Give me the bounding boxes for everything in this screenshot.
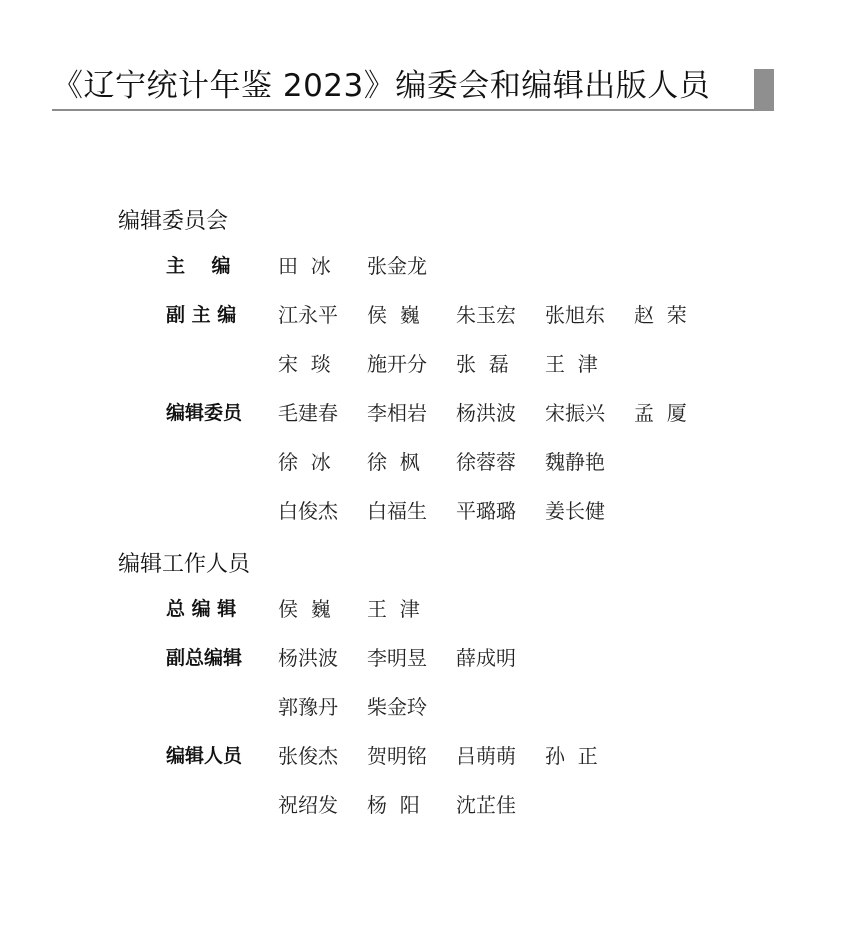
person-name: 薛成明 — [456, 646, 516, 670]
person-name: 贺明铭 — [367, 744, 427, 768]
person-name: 吕萌萌 — [456, 744, 516, 768]
role-row — [118, 338, 758, 387]
role-row — [118, 730, 758, 779]
person-name: 侯 巍 — [367, 303, 420, 327]
person-name: 白福生 — [367, 499, 427, 523]
person-name: 李明昱 — [367, 646, 427, 670]
role-label: 编辑委员 — [166, 402, 243, 424]
name-list — [278, 397, 723, 426]
person-name: 祝绍发 — [278, 793, 338, 817]
person-name: 朱玉宏 — [456, 303, 516, 327]
role-label: 副总编辑 — [166, 647, 243, 669]
role-row — [118, 240, 758, 289]
person-name: 施开分 — [367, 352, 427, 376]
person-name: 柴金玲 — [367, 695, 427, 719]
name-list — [278, 348, 634, 377]
person-name: 王 津 — [545, 352, 598, 376]
person-name: 孙 正 — [545, 744, 598, 768]
person-name: 徐 枫 — [367, 450, 420, 474]
person-name: 姜长健 — [545, 499, 605, 523]
person-name: 郭豫丹 — [278, 695, 338, 719]
person-name: 孟 厦 — [634, 401, 687, 425]
role-row — [118, 779, 758, 828]
person-name: 江永平 — [278, 303, 338, 327]
role-label: 总 编 辑 — [166, 598, 237, 620]
person-name: 张金龙 — [367, 254, 427, 278]
name-list — [278, 789, 545, 818]
name-list — [278, 593, 456, 622]
name-list — [278, 495, 634, 524]
role-row — [118, 289, 758, 338]
name-list — [278, 691, 456, 720]
role-row — [118, 583, 758, 632]
name-list — [278, 299, 723, 328]
role-row — [118, 387, 758, 436]
person-name: 宋振兴 — [545, 401, 605, 425]
editorial-committee-section — [118, 207, 758, 534]
name-list — [278, 250, 456, 279]
person-name: 毛建春 — [278, 401, 338, 425]
person-name: 张俊杰 — [278, 744, 338, 768]
section-heading: 编辑委员会 — [118, 209, 229, 234]
page-title: 《辽宁统计年鉴 2023》编委会和编辑出版人员 — [52, 68, 711, 104]
person-name: 徐 冰 — [278, 450, 331, 474]
person-name: 平璐璐 — [456, 499, 516, 523]
person-name: 侯 巍 — [278, 597, 331, 621]
person-name: 宋 琰 — [278, 352, 331, 376]
person-name: 王 津 — [367, 597, 420, 621]
person-name: 张旭东 — [545, 303, 605, 327]
person-name: 徐蓉蓉 — [456, 450, 516, 474]
role-row — [118, 681, 758, 730]
person-name: 赵 荣 — [634, 303, 687, 327]
person-name: 白俊杰 — [278, 499, 338, 523]
name-list — [278, 740, 634, 769]
name-list — [278, 446, 634, 475]
role-row — [118, 632, 758, 681]
person-name: 杨洪波 — [456, 401, 516, 425]
role-row — [118, 485, 758, 534]
person-name: 李相岩 — [367, 401, 427, 425]
person-name: 张 磊 — [456, 352, 509, 376]
person-name: 杨 阳 — [367, 793, 420, 817]
title-side-block — [754, 69, 774, 111]
person-name: 沈芷佳 — [456, 793, 516, 817]
role-label: 副 主 编 — [166, 304, 237, 326]
editorial-staff-section — [118, 550, 758, 828]
role-row — [118, 436, 758, 485]
person-name: 杨洪波 — [278, 646, 338, 670]
section-heading: 编辑工作人员 — [118, 552, 251, 577]
role-label: 编辑人员 — [166, 745, 243, 767]
title-divider — [52, 109, 774, 111]
person-name: 魏静艳 — [545, 450, 605, 474]
person-name: 田 冰 — [278, 254, 331, 278]
role-label: 主 编 — [166, 255, 231, 277]
name-list — [278, 642, 545, 671]
